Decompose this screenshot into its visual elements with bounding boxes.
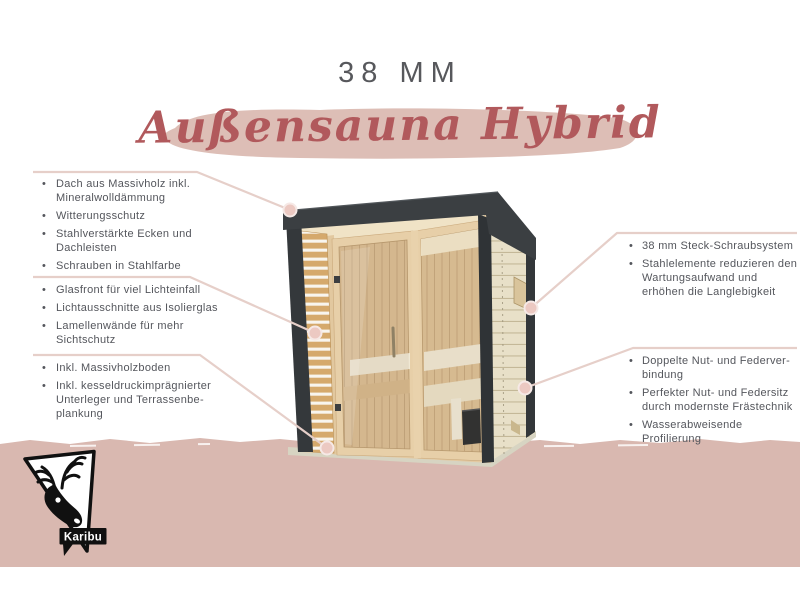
feature-list-roof <box>33 177 218 277</box>
feature-item: • Lichtausschnitte aus Isolierglas <box>33 301 218 315</box>
feature-item: • Inkl. Massivholzboden <box>33 361 218 375</box>
brand-label: Karibu <box>63 531 103 544</box>
product-title: Außensauna Hybrid <box>138 97 662 154</box>
door-handle <box>393 328 394 356</box>
size-label: 38 MM <box>338 57 462 89</box>
feature-list-floor <box>33 361 218 425</box>
callout-dot-floor <box>321 442 334 455</box>
feature-item: • Schrauben in Stahlfarbe <box>33 259 218 273</box>
feature-item: • Witterungsschutz <box>33 209 218 223</box>
glass-panel <box>415 220 488 461</box>
feature-item: • Wasserabweisende Profilierung <box>616 418 799 446</box>
corner-post-rear <box>526 251 535 438</box>
feature-list-tongue-groove <box>616 354 799 450</box>
feature-item: • 38 mm Steck-Schraubsystem <box>616 239 799 253</box>
feature-item: • Inkl. kesseldruckimprägnierter Unterleger und Terrassenbe-plankung <box>33 379 218 421</box>
door-hinge-bottom <box>335 404 341 411</box>
door-hinge-top <box>334 276 340 283</box>
callout-dot-cladding <box>519 382 532 395</box>
feature-item: • Stahlverstärkte Ecken und Dachleisten <box>33 227 218 255</box>
feature-item: • Stahlelemente reduzieren den Wartungsaufwand und erhöhen die Langlebigkeit <box>616 257 799 299</box>
callout-dot-louver <box>309 327 322 340</box>
feature-item: • Dach aus Massivholz inkl. Mineralwolldämmung <box>33 177 218 205</box>
glass-door <box>332 231 416 457</box>
feature-item: • Glasfront für viel Lichteinfall <box>33 283 218 297</box>
feature-item: • Perfekter Nut- und Federsitz durch modernste Frästechnik <box>616 386 799 414</box>
feature-item: • Lamellenwände für mehr Sichtschutz <box>33 319 218 347</box>
callout-dot-roof <box>284 204 297 217</box>
feature-list-glass <box>33 283 218 351</box>
callout-dot-steel <box>525 302 538 315</box>
feature-item: • Doppelte Nut- und Federver-bindung <box>616 354 799 382</box>
feature-list-steel-system <box>616 239 799 303</box>
